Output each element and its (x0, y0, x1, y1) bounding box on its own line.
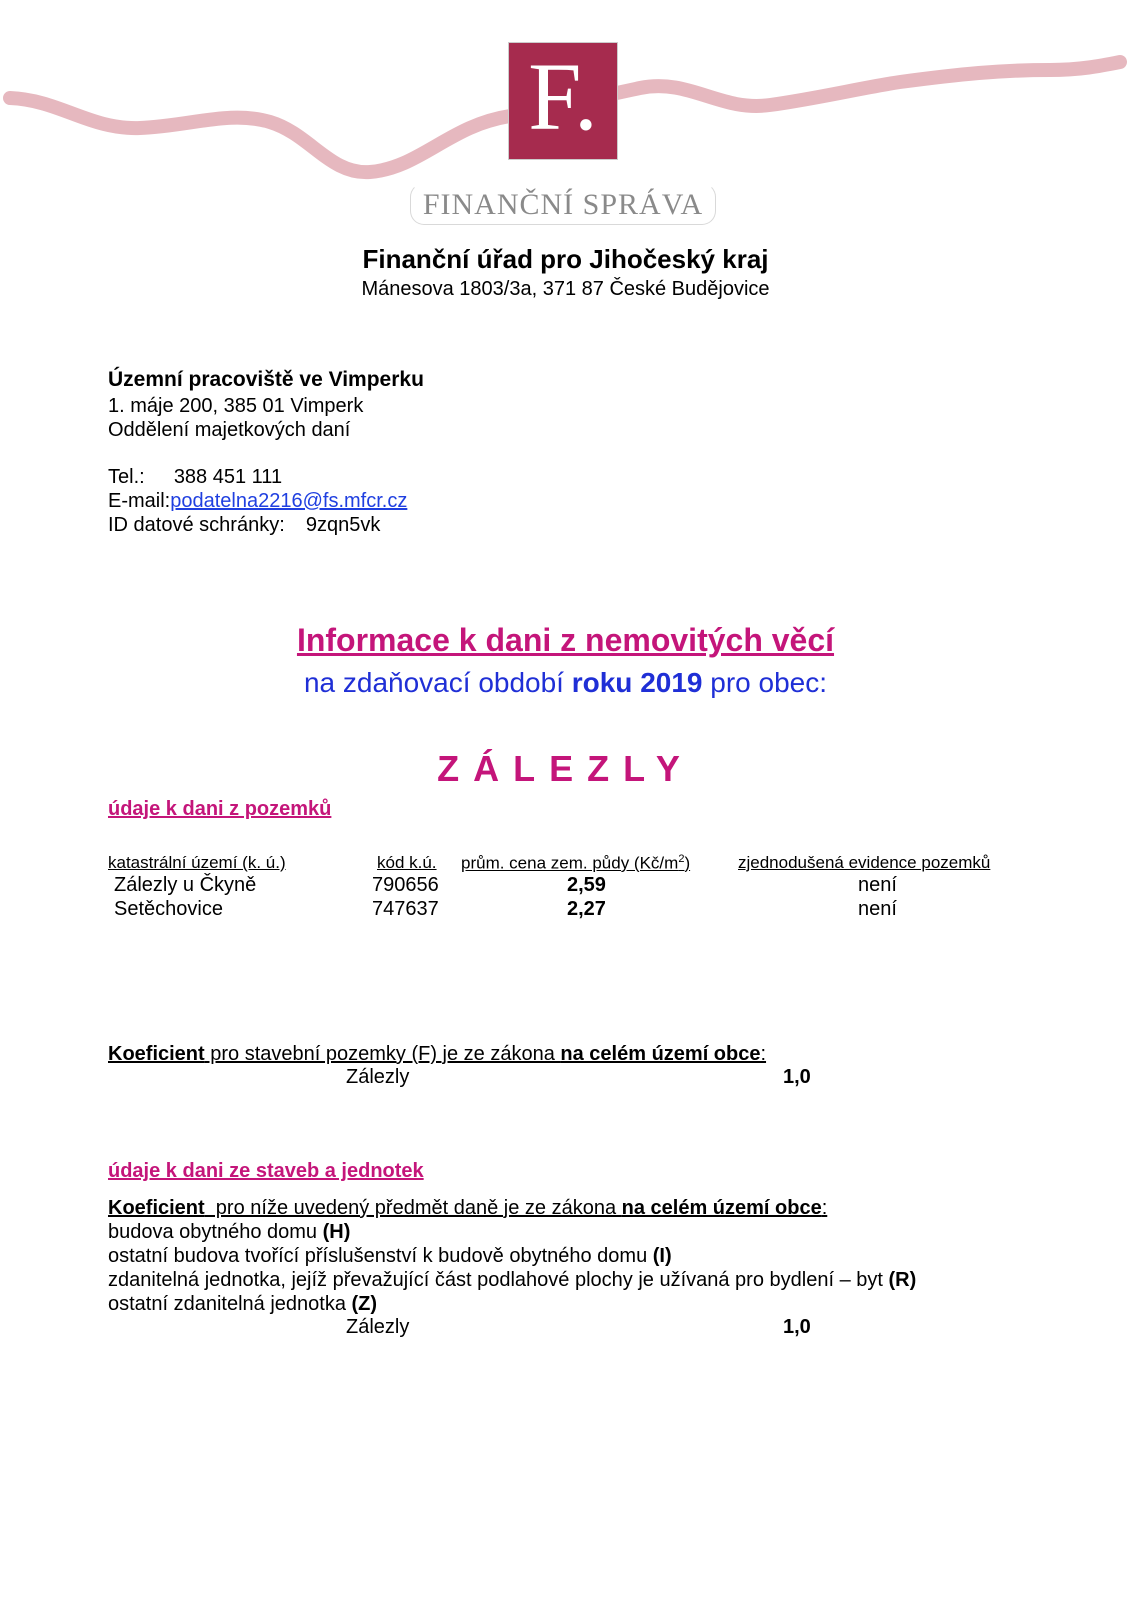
buildings-section-title: údaje k dani ze staveb a jednotek (108, 1160, 424, 1182)
coef-scope: na celém území obce (621, 1197, 822, 1219)
info-title: Informace k dani z nemovitých věcí (296, 622, 835, 658)
price-header-text: prům. cena zem. půdy (Kč/m (461, 853, 679, 873)
col-area-header: katastrální území (k. ú.) (108, 853, 286, 872)
tel-line (108, 465, 282, 489)
item-code: (R) (888, 1269, 917, 1291)
land-coef-sentence (108, 1042, 766, 1066)
col-price-header (461, 853, 690, 874)
logo-letter: F. (528, 43, 598, 150)
tel-label: Tel.: (108, 466, 145, 488)
branch-street: 1. máje 200, 385 01 Vimperk (108, 395, 364, 417)
coef-scope: na celém území obce (560, 1043, 761, 1065)
row-area: Zálezly u Čkyně (114, 874, 257, 896)
price-header-close: ) (684, 853, 691, 873)
item-text: ostatní budova tvořící příslušenství k budově obytného domu (108, 1245, 653, 1267)
subtitle-post: pro obec: (702, 667, 828, 698)
row-area: Setěchovice (114, 898, 223, 920)
coef-label: Koeficient (108, 1043, 205, 1065)
coef-text: pro stavební pozemky (F) je ze zákona (204, 1043, 561, 1065)
subtitle-year: roku 2019 (571, 667, 703, 698)
databox-line (108, 513, 380, 537)
row-code: 747637 (372, 898, 439, 920)
coef-text: pro níže uvedený předmět daně je ze zákona (204, 1197, 622, 1219)
item-code: (H) (322, 1221, 351, 1243)
info-subtitle (0, 667, 1131, 699)
coef-colon: : (760, 1043, 767, 1065)
list-item (108, 1292, 377, 1316)
list-item (108, 1220, 350, 1244)
row-price: 2,59 (567, 874, 606, 896)
price-header-sup: 2 (678, 853, 685, 865)
office-title: Finanční úřad pro Jihočeský kraj (362, 244, 769, 274)
coef-colon: : (821, 1197, 828, 1219)
item-text: ostatní zdanitelná jednotka (108, 1293, 352, 1315)
brand-logotype: FINANČNÍ SPRÁVA (422, 188, 704, 221)
land-section-title: údaje k dani z pozemků (108, 798, 332, 820)
brand-text (411, 188, 715, 222)
logo-mark (508, 42, 618, 160)
email-label: E-mail: (108, 490, 171, 512)
buildings-coef-value: 1,0 (783, 1316, 811, 1338)
list-item (108, 1268, 916, 1292)
municipality-name: ZÁLEZLY (437, 748, 694, 789)
item-text: budova obytného domu (108, 1221, 323, 1243)
item-code: (I) (652, 1245, 672, 1267)
list-item (108, 1244, 672, 1268)
branch-department: Oddělení majetkových daní (108, 419, 351, 441)
land-coef-place: Zálezly (346, 1066, 410, 1088)
row-price: 2,27 (567, 898, 606, 920)
databox-id: 9zqn5vk (305, 514, 381, 536)
land-coef-value: 1,0 (783, 1066, 811, 1088)
col-code-header: kód k.ú. (377, 853, 437, 872)
office-address: Mánesova 1803/3a, 371 87 České Budějovice (361, 278, 770, 300)
row-code: 790656 (372, 874, 439, 896)
item-text: zdanitelná jednotka, jejíž převažující část podlahové plochy je užívaná pro bydlení – byt (108, 1269, 889, 1291)
branch-name: Územní pracoviště ve Vimperku (108, 368, 424, 391)
item-code: (Z) (351, 1293, 378, 1315)
row-simplified: není (858, 898, 897, 920)
subtitle-pre: na zdaňovací období (303, 667, 572, 698)
coef-label: Koeficient (108, 1197, 205, 1219)
databox-label: ID datové schránky: (108, 514, 285, 536)
email-link[interactable]: podatelna2216@fs.mfcr.cz (170, 490, 408, 512)
brand-frame (410, 183, 716, 225)
buildings-coef-sentence (108, 1196, 827, 1220)
row-simplified: není (858, 874, 897, 896)
buildings-coef-place: Zálezly (346, 1316, 410, 1338)
email-line (108, 489, 407, 513)
tel-number: 388 451 111 (173, 466, 283, 488)
col-simplified-header: zjednodušená evidence pozemků (738, 853, 991, 872)
